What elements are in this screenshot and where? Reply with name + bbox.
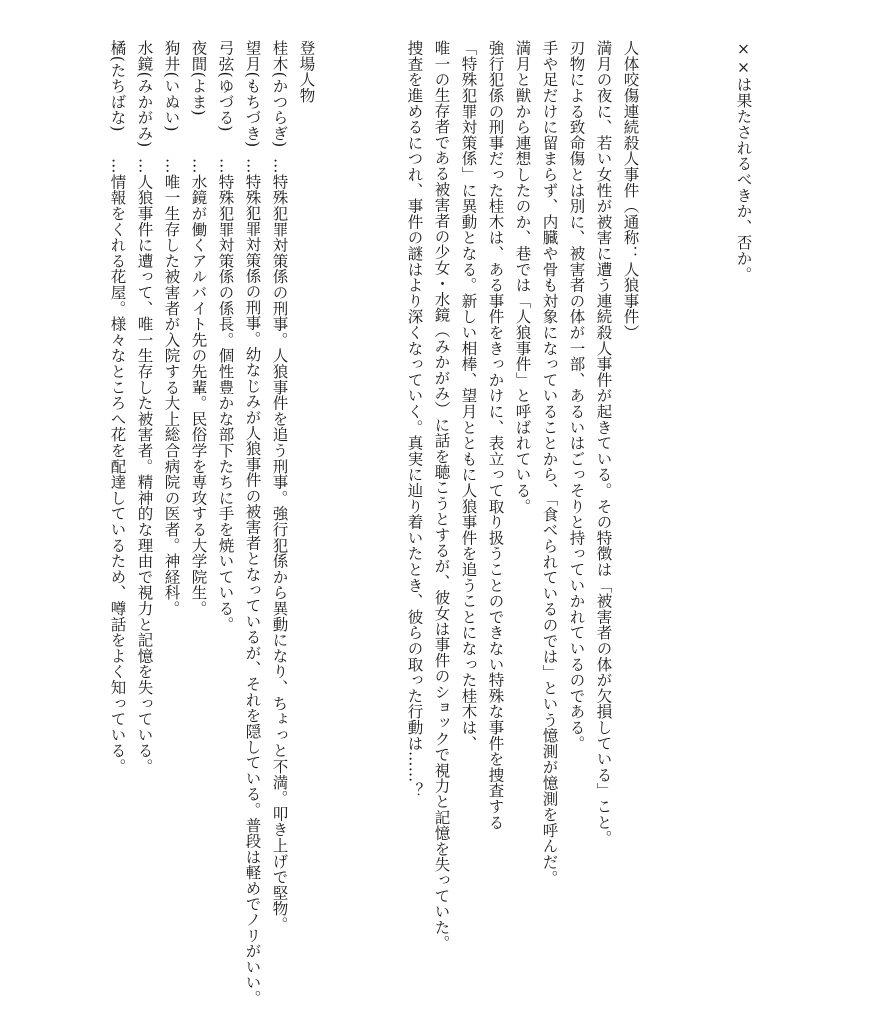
character-desc: …人狼事件に遭って、唯一生存した被害者。精神的な理由で視力と記憶を失っている。 — [135, 158, 154, 775]
character-desc: …特殊犯罪対策係の刑事。幼なじみが人狼事件の被害者となっているが、それを隠している。普段は軽めでノリがいい。 — [243, 158, 262, 1006]
character-name: 狗井(いぬい) — [162, 40, 181, 132]
character-name: 水鏡(みかがみ) — [135, 40, 154, 148]
character-desc: …情報をくれる花屋。様々なところへ花を配達しているため、噂話をよく知っている。 — [108, 158, 127, 775]
synopsis-line: 満月の夜に、若い女性が被害に遭う連続殺人事件が起きている。その特徴は「被害者の体が欠損している」こと。 — [594, 40, 613, 846]
synopsis-line: 強行犯係の刑事だった桂木は、ある事件をきっかけに、表立って取り扱うことのできない特殊な事件を捜査する — [486, 40, 505, 830]
characters-heading: 登場人物 — [297, 40, 316, 104]
synopsis-line: 捜査を進めるにつれ、事件の謎はより深くなっていく。真実に辿り着いたとき、彼らの取った行動は……？ — [405, 40, 424, 799]
synopsis-line: 刃物による致命傷とは別に、被害者の体が一部、あるいはごっそりと持っていかれているのである。 — [567, 40, 586, 751]
character-name: 夜間(よま) — [189, 40, 208, 116]
character-desc: …特殊犯罪対策係の刑事。人狼事件を追う刑事。強行犯係から異動になり、ちょっと不満。叩き上げで堅物。 — [270, 158, 289, 933]
synopsis-line: 「特殊犯罪対策係」に異動となる。新しい相棒、望月とともに人狼事件を追うことになった桂木は、 — [459, 40, 478, 751]
character-name: 橘(たちばな) — [108, 40, 127, 132]
character-name: 桂木(かつらぎ) — [270, 40, 289, 148]
synopsis-line: 唯一の生存者である被害者の少女・水鏡（みかがみ）に話を聴こうとするが、彼女は事件のショックで視力と記憶を失っていた。 — [432, 40, 451, 951]
character-desc: …水鏡が働くアルバイト先の先輩。民俗学を専攻する大学院生。 — [189, 158, 208, 617]
tagline: ××は果たされるべきか、否か。 — [734, 40, 753, 282]
synopsis-line: 満月と獣から連想したのか、巷では「人狼事件」と呼ばれている。 — [513, 40, 532, 514]
character-name: 弓弦(ゆづる) — [216, 40, 235, 132]
character-desc: …特殊犯罪対策係の係長。個性豊かな部下たちに手を焼いている。 — [216, 158, 235, 632]
character-name: 望月(もちづき) — [243, 40, 262, 148]
synopsis-line: 手や足だけに留まらず、内臓や骨も対象になっていることから、「食べられているのでは」という憶測が憶測を呼んだ。 — [540, 40, 559, 886]
case-title: 人体咬傷連続殺人事件（通称：人狼事件） — [621, 40, 640, 341]
character-desc: …唯一生存した被害者が入院する大上総合病院の医者。神経科。 — [162, 158, 181, 617]
